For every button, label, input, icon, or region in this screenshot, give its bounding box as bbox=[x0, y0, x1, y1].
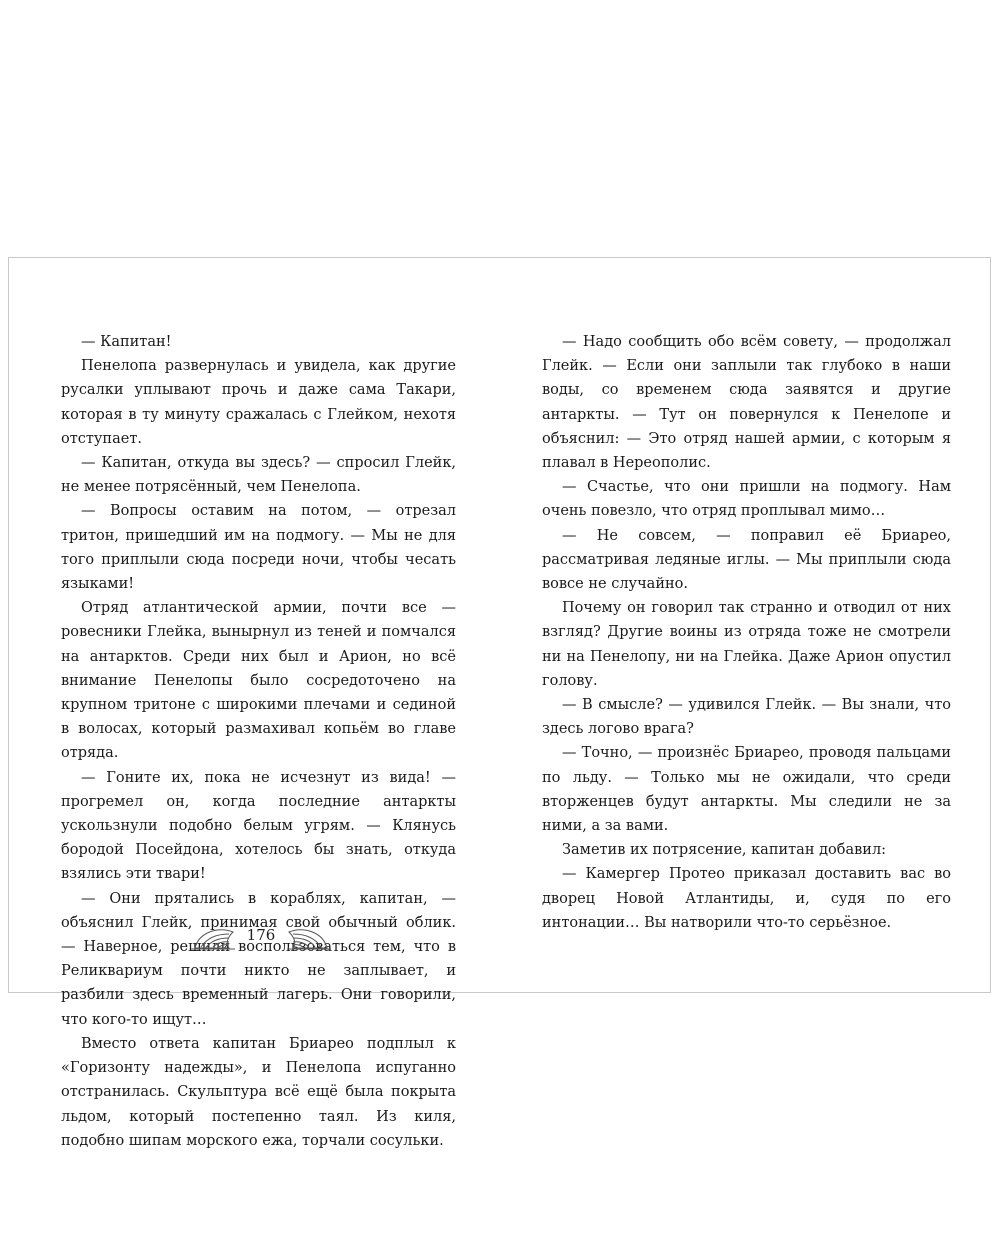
paragraph: — Счастье, что они пришли на подмогу. Нам очень повезло, что отряд проплывал мимо… bbox=[542, 479, 951, 520]
paragraph: Отряд атлантической армии, почти все — ровесники Глейка, вынырнул из теней и помчался на антарктов. Среди них был и Арион, но всё внимание Пенелопы было сосредоточено на крупном тритоне с широкими плечами и сединой в волосах, который размахивал копьём во главе отряда. bbox=[61, 600, 456, 762]
paragraph: — Вопросы оставим на потом, — отрезал тритон, пришедший им на подмогу. — Мы не для того приплыли сюда посреди ночи, чтобы чесать языками! bbox=[61, 503, 456, 593]
paragraph: Заметив их потрясение, капитан добавил: bbox=[562, 842, 887, 859]
paragraph: — Не совсем, — поправил её Бриарео, рассматривая ледяные иглы. — Мы приплыли сюда вовсе не случайно. bbox=[542, 527, 951, 593]
paragraph: Пенелопа развернулась и увидела, как другие русалки уплывают прочь и даже сама Такари, которая в ту минуту сражалась с Глейком, нехотя отступает. bbox=[61, 358, 456, 447]
paragraph: — Они прятались в кораблях, капитан, — объяснил Глейк, принимая свой обычный облик. — Наверное, решили воспользоваться тем, что в Реликвариум почти никто не заплывает, и разбили здесь временный лагерь. Они говорили, что кого-то ищут… bbox=[61, 890, 456, 1028]
paragraph: Почему он говорил так странно и отводил от них взгляд? Другие воины из отряда тоже не смотрели ни на Пенелопу, ни на Глейка. Даже Арион опустил голову. bbox=[542, 600, 951, 689]
book-spread bbox=[8, 257, 991, 1149]
paragraph: Вместо ответа капитан Бриарео подплыл к «Горизонту надежды», и Пенелопа испуганно отстранилась. Скульптура всё ещё была покрыта льдом, который постепенно таял. Из киля, подобно шипам морского ежа, торчали сосульки. bbox=[61, 1035, 456, 1149]
paragraph: — Камергер Протео приказал доставить вас во дворец Новой Атлантиды, и, судя по его интонации… Вы натворили что-то серьёзное. bbox=[542, 866, 951, 931]
paragraph: — В смысле? — удивился Глейк. — Вы знали, что здесь логово врага? bbox=[542, 697, 951, 738]
paragraph: — Надо сообщить обо всём совету, — продолжал Глейк. — Если они заплыли так глубоко в наши воды, со временем сюда заявятся и другие антаркты. — Тут он повернулся к Пенелопе и объяснил: — Это отряд нашей армии, с которым я плавал в Нереополис. bbox=[542, 334, 951, 472]
paragraph: — Капитан! bbox=[81, 334, 172, 350]
page-number: 176 bbox=[246, 926, 276, 944]
paragraph: — Точно, — произнёс Бриарео, проводя пальцами по льду. — Только мы не ожидали, что среди вторженцев будут антаркты. Мы следили не за ними, а за вами. bbox=[542, 745, 951, 835]
seashell-icon bbox=[285, 922, 333, 952]
left-page bbox=[61, 330, 456, 1153]
page-number-ornament bbox=[187, 920, 335, 956]
paragraph: — Капитан, откуда вы здесь? — спросил Глейк, не менее потрясённый, чем Пенелопа. bbox=[61, 455, 456, 496]
right-page bbox=[542, 330, 951, 935]
paragraph: — Гоните их, пока не исчезнут из вида! — прогремел он, когда последние антаркты ускользнули подобно белым угрям. — Клянусь бородой Посейдона, хотелось бы знать, откуда взялись эти твари! bbox=[61, 769, 456, 883]
